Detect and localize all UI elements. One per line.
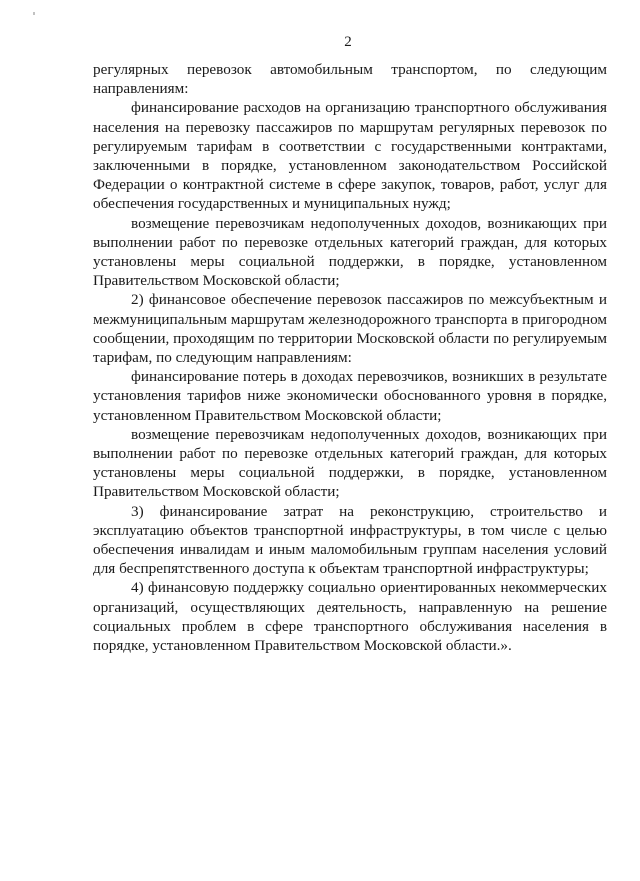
paragraph-continuation: регулярных перевозок автомобильным транспортом, по следующим направлениям: <box>93 61 607 98</box>
paragraph-item-2: 2) финансовое обеспечение перевозок пассажиров по межсубъектным и межмуниципальным маршрутам железнодорожного транспорта в пригородном сообщении, проходящим по территории Московской области по регулируемым тарифам, по следующим направлениям: <box>93 291 607 367</box>
page-number: 2 <box>344 34 352 50</box>
paragraph-item-3: 3) финансирование затрат на реконструкцию, строительство и эксплуатацию объектов транспортной инфраструктуры, в том числе с целью обеспечения инвалидам и иным маломобильным группам населения условий для беспрепятственного доступа к объектам транспортной инфраструктуры; <box>93 502 607 578</box>
paragraph-financing-losses: финансирование потерь в доходах перевозчиков, возникших в результате установления тарифов ниже экономически обоснованного уровня в порядке, установленном Правительством Московской области; <box>93 368 607 424</box>
scan-artifact <box>33 12 35 15</box>
paragraph-financing-expenses: финансирование расходов на организацию транспортного обслуживания населения на перевозку пассажиров по маршрутам регулярных перевозок по регулируемым тарифам в соответствии с государственными контрактами, заключенными в порядке, установленном законодательством Российской Федерации о контрактной системе в сфере закупок, товаров, работ, услуг для обеспечения государственных и муниципальных нужд; <box>93 99 607 213</box>
paragraph-compensation-rail: возмещение перевозчикам недополученных доходов, возникающих при выполнении работ по перевозке отдельных категорий граждан, для которых установлены меры социальной поддержки, в порядке, установленном Правительством Московской области; <box>93 425 607 501</box>
paragraph-item-4: 4) финансовую поддержку социально ориентированных некоммерческих организаций, осуществляющих деятельность, направленную на решение социальных проблем в сфере транспортного обслуживания населения в порядке, установленном Правительством Московской области.». <box>93 579 607 655</box>
paragraph-compensation-auto: возмещение перевозчикам недополученных доходов, возникающих при выполнении работ по перевозке отдельных категорий граждан, для которых установлены меры социальной поддержки, в порядке, установленном Правительством Московской области; <box>93 214 607 290</box>
document-body <box>93 60 607 655</box>
